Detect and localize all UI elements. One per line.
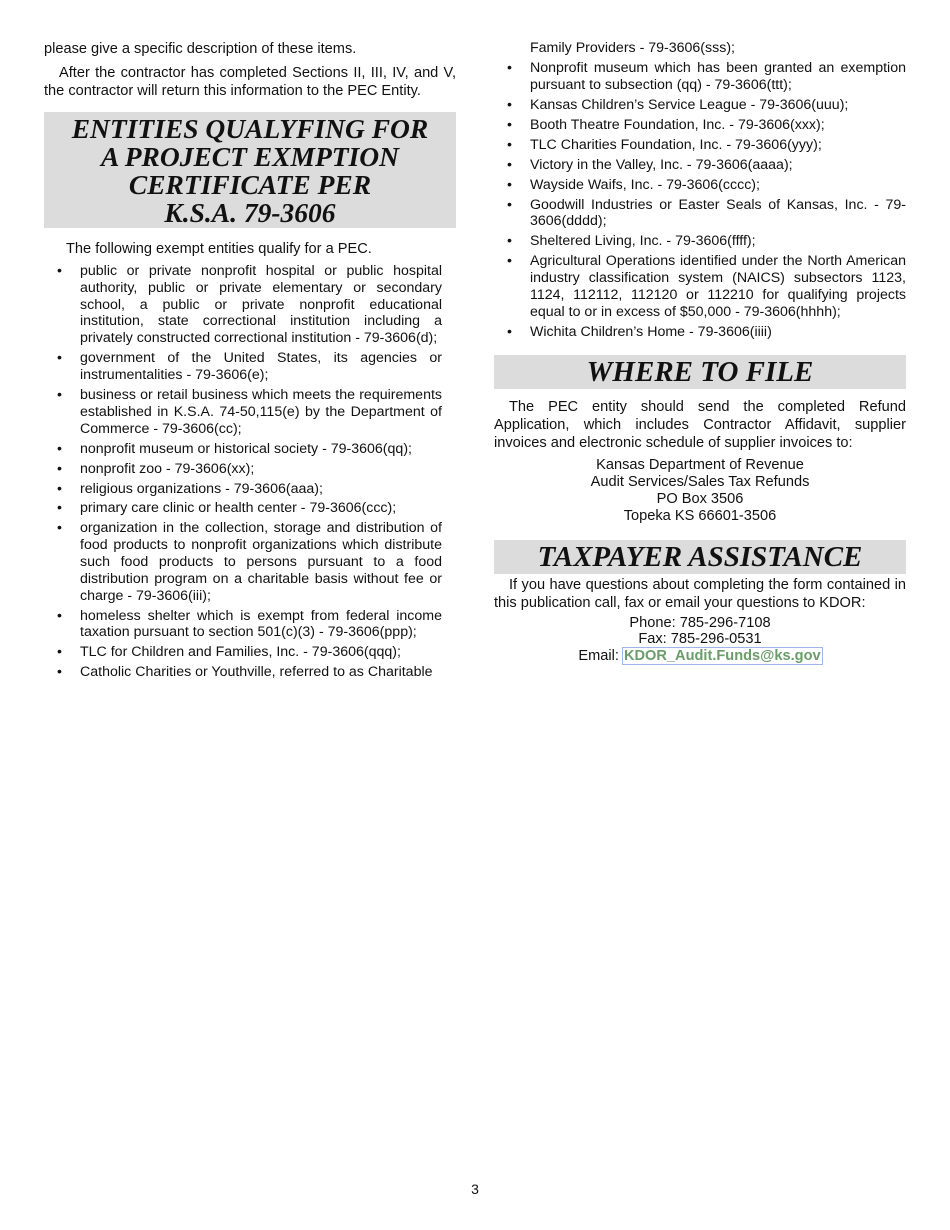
fax: Fax: 785-296-0531	[638, 631, 762, 648]
entity-list-continued	[494, 60, 906, 341]
return-paragraph: After the contractor has completed Sections II, III, IV, and V, the contractor will return this information to the PEC Entity.	[44, 65, 456, 99]
page-number: 3	[471, 1181, 479, 1197]
right-column	[494, 40, 906, 665]
list-item: • public or private nonprofit hospital or public hospital authority, public or private elementary or secondary school, a public or private nonprofit educational institution, state correctional institution including a privately constructed correctional institution - 79-3606(d);	[57, 263, 442, 347]
list-item: • Wayside Waifs, Inc. - 79-3606(cccc);	[507, 176, 760, 193]
list-item: • Sheltered Living, Inc. - 79-3606(ffff);	[507, 233, 756, 250]
list-item: • Agricultural Operations identified under the North American industry classification system (NAICS) subsectors 1123, 1124, 112112, 112120 or 112210 for qualifying projects equal to or in excess of $50,000 - 79-3606(hhhh);	[507, 253, 906, 320]
list-item: • TLC Charities Foundation, Inc. - 79-3606(yyy);	[507, 136, 822, 153]
assist-paragraph: If you have questions about completing the form contained in this publication call, fax or email your questions to KDOR:	[494, 576, 906, 611]
list-continuation: Family Providers - 79-3606(sss);	[530, 40, 735, 56]
qualify-intro: The following exempt entities qualify for a PEC.	[66, 241, 372, 257]
where-paragraph: The PEC entity should send the completed Refund Application, which includes Contractor Affidavit, supplier invoices and electronic schedule of supplier invoices to:	[494, 399, 906, 452]
list-item: • Booth Theatre Foundation, Inc. - 79-3606(xxx);	[507, 116, 825, 133]
banner-line: CERTIFICATE PER	[128, 169, 372, 200]
phone: Phone: 785-296-7108	[629, 614, 771, 631]
entity-list	[44, 263, 456, 681]
contact-info	[494, 615, 906, 665]
address-line: Topeka KS 66601-3506	[623, 507, 777, 524]
banner-line: ENTITIES QUALYFING FOR	[71, 113, 429, 144]
list-item: • nonprofit zoo - 79-3606(xx);	[57, 460, 255, 477]
list-item: • Kansas Children’s Service League - 79-3606(uuu);	[507, 96, 849, 113]
email-label: Email:	[578, 648, 623, 665]
list-item: • Nonprofit museum which has been granted an exemption pursuant to subsection (qq) - 79-3606(ttt);	[507, 59, 906, 93]
list-item: • Goodwill Industries or Easter Seals of Kansas, Inc. - 79-3606(dddd);	[507, 196, 906, 230]
list-item: • religious organizations - 79-3606(aaa);	[57, 480, 323, 497]
list-item: • government of the United States, its agencies or instrumentalities - 79-3606(e);	[57, 350, 442, 383]
email-line	[494, 648, 906, 665]
mailing-address	[494, 457, 906, 524]
list-item: • Wichita Children’s Home - 79-3606(iiii)	[507, 323, 772, 340]
list-item: • primary care clinic or health center - 79-3606(ccc);	[57, 500, 397, 517]
entities-banner	[44, 112, 456, 228]
list-item: • TLC for Children and Families, Inc. - 79-3606(qqq);	[57, 644, 401, 661]
where-to-file-banner: WHERE TO FILE	[494, 355, 906, 389]
taxpayer-assistance-banner: TAXPAYER ASSISTANCE	[494, 540, 906, 574]
list-item: • business or retail business which meets the requirements established in K.S.A. 74-50,115(e) by the Department of Commerce - 79-3606(cc);	[57, 386, 442, 437]
list-item: • Victory in the Valley, Inc. - 79-3606(aaaa);	[507, 156, 793, 173]
address-line: Kansas Department of Revenue	[596, 457, 804, 474]
list-item: • nonprofit museum or historical society - 79-3606(qq);	[57, 440, 412, 457]
address-line: PO Box 3506	[656, 491, 744, 508]
list-item: • Catholic Charities or Youthville, referred to as Charitable	[57, 664, 433, 681]
banner-line: A PROJECT EXMPTION	[101, 141, 399, 172]
address-line: Audit Services/Sales Tax Refunds	[590, 474, 810, 491]
list-item: • homeless shelter which is exempt from federal income taxation pursuant to section 501(c)(3) - 79-3606(ppp);	[57, 607, 442, 641]
banner-line: K.S.A. 79-3606	[164, 197, 336, 228]
email-link[interactable]: KDOR_Audit.Funds@ks.gov	[623, 648, 821, 665]
list-item: • organization in the collection, storage and distribution of food products to nonprofit organizations which distribute such food products to persons pursuant to a food distribution program on a charitable basis without fee or charge - 79-3606(iii);	[57, 520, 442, 604]
intro-line: please give a specific description of these items.	[44, 41, 357, 57]
left-column	[44, 40, 456, 684]
